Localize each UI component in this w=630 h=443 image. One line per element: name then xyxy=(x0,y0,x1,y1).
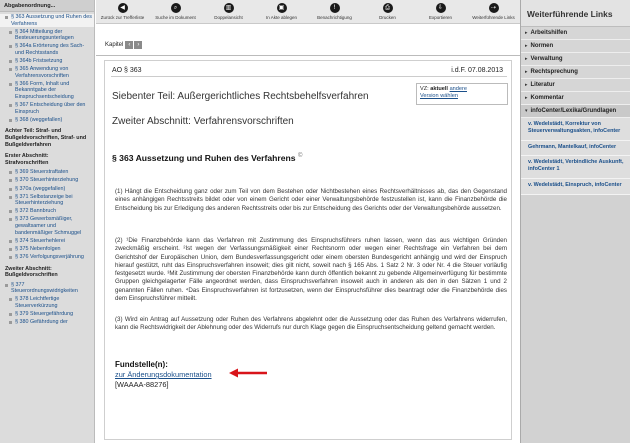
toolbar-button-label: Drucken xyxy=(379,15,396,20)
triangle-icon: ▸ xyxy=(525,56,528,62)
bullet-icon xyxy=(5,16,8,19)
paragraph-title-text: § 363 Aussetzung und Ruhen des Verfahrens xyxy=(112,153,296,163)
export-button[interactable] xyxy=(415,3,467,20)
bullet-icon xyxy=(9,313,12,316)
bullet-icon xyxy=(9,188,12,191)
nav-item[interactable] xyxy=(5,81,91,101)
bullet-icon xyxy=(9,68,12,71)
chapter-label: Kapitel xyxy=(105,42,124,48)
nav-item[interactable] xyxy=(5,208,91,215)
link-section-kommentar[interactable] xyxy=(521,92,630,105)
nav-item-label: § 378 Leichtfertige Steuerverkürzung xyxy=(15,296,60,309)
link-section-arbeitshilfen[interactable] xyxy=(521,27,630,40)
search-in-document-button[interactable] xyxy=(150,3,202,20)
bullet-icon xyxy=(9,31,12,34)
paragraph-3: (3) Wird ein Antrag auf Aussetzung oder Ruhen des Verfahrens abgelehnt oder die Aussetzung oder das Ruhen des Verfahrens widerrufen, kann die Rechtswidrigkeit der Ablehnung oder des Widerrufs nur durch Klage gegen die Einspruchsentscheidung geltend gemacht werden. xyxy=(115,316,507,332)
bullet-icon xyxy=(9,104,12,107)
nav-group-a xyxy=(5,14,91,123)
document-content xyxy=(96,25,520,443)
further-links-icon: ⇢ xyxy=(489,3,499,13)
nav-item-label: § 376 Verfolgungsverjährung xyxy=(15,253,84,260)
toolbar-button-label: Doppelansicht xyxy=(214,15,243,20)
notification-icon: ! xyxy=(330,3,340,13)
version-label: VZ: xyxy=(420,86,429,92)
infocenter-link[interactable]: v. Wedelstädt, Einspruch, infoCenter xyxy=(521,179,630,195)
bullet-icon xyxy=(9,45,12,48)
nav-item[interactable] xyxy=(5,29,91,42)
bullet-icon xyxy=(9,298,12,301)
toolbar-button-label: Suche im Dokument xyxy=(155,15,196,20)
version-current: aktuell xyxy=(430,86,448,92)
section-heading: Zweiter Abschnitt: Verfahrensvorschriften xyxy=(112,116,294,127)
paragraph-1: (1) Hängt die Entscheidung ganz oder zum Teil von dem Bestehen oder Nichtbestehen eines Rechtsverhältnisses ab, das den Gegenstand eines anhängigen Rechtsstreits bildet oder von einem Gericht oder einer Verwaltungsbehörde festzustellen ist, kann die Finanzbehörde die Entscheidung bis zur Erledigung des anderen Rechtsstreits oder bis zur Entscheidung des Gerichts oder der Verwaltungsbehörde aussetzen. xyxy=(115,188,507,212)
nav-item-label: § 377 Steuerordnungswidrigkeiten xyxy=(11,281,78,295)
link-section-normen[interactable] xyxy=(521,40,630,53)
bullet-icon xyxy=(9,196,12,199)
bullet-icon xyxy=(9,321,12,324)
toolbar-button-label: In Akte ablegen xyxy=(265,15,298,20)
toolbar-button-label: Benachrichtigung xyxy=(317,15,352,20)
chapter-next-button[interactable]: › xyxy=(134,41,142,49)
nav-item-label: § 375 Nebenfolgen xyxy=(15,245,61,252)
document-id: [WAAAA-88276] xyxy=(115,380,169,389)
triangle-icon: ▾ xyxy=(525,108,528,114)
bullet-icon xyxy=(9,119,12,122)
back-to-results-icon: ◀ xyxy=(118,3,128,13)
paragraph-title xyxy=(112,153,302,163)
link-section-label: Kommentar xyxy=(530,95,564,101)
nav-item[interactable] xyxy=(5,43,91,56)
split-view-icon: ▥ xyxy=(224,3,234,13)
nav-item[interactable] xyxy=(5,296,91,309)
nav-item-label: § 369 Steuerstraftaten xyxy=(15,169,69,176)
nav-item[interactable] xyxy=(5,254,91,261)
nav-item[interactable] xyxy=(5,186,91,193)
print-icon: ⎙ xyxy=(383,3,393,13)
red-arrow-icon xyxy=(229,368,269,378)
nav-item[interactable] xyxy=(5,311,91,318)
panel-title: Weiterführende Links xyxy=(521,0,630,27)
nav-item-label: § 364a Erörterung des Sach- und Rechtsstands xyxy=(15,43,85,56)
triangle-icon: ▸ xyxy=(525,69,528,75)
nav-item-label: § 374 Steuerhehlerei xyxy=(15,237,66,244)
nav-item-label: § 363 Aussetzung und Ruhen des Verfahrens xyxy=(11,14,92,27)
link-section-label: infoCenter/Lexika/Grundlagen xyxy=(530,108,617,114)
link-section-label: Arbeitshilfen xyxy=(530,30,568,36)
bullet-icon xyxy=(9,171,12,174)
link-section-infocenter[interactable] xyxy=(521,105,630,118)
left-navigation xyxy=(0,0,95,443)
print-button[interactable] xyxy=(362,3,414,20)
document-toolbar xyxy=(96,0,520,24)
toolbar-button-label: Weiterführende Links xyxy=(472,15,515,20)
save-to-file-icon: ▣ xyxy=(277,3,287,13)
notification-button[interactable] xyxy=(309,3,361,20)
nav-item[interactable] xyxy=(5,238,91,245)
nav-item-label: § 380 Gefährdung der xyxy=(15,319,68,326)
nav-item[interactable] xyxy=(5,102,91,115)
nav-subsection-bussgeld-title[interactable]: Zweiter Abschnitt: Bußgeldvorschriften xyxy=(5,265,58,279)
link-section-label: Literatur xyxy=(530,82,555,88)
nav-item-label: § 370a (weggefallen) xyxy=(15,185,66,192)
back-to-results-button[interactable] xyxy=(97,3,149,20)
link-section-label: Rechtsprechung xyxy=(530,69,578,75)
nav-item[interactable] xyxy=(5,117,91,124)
change-documentation-link[interactable]: zur Änderungsdokumentation xyxy=(115,370,212,379)
paragraph-2: (2) ¹Die Finanzbehörde kann das Verfahren mit Zustimmung des Einspruchsführers ruhen lassen, wenn das aus wichtigen Gründen zweckmäßig erscheint. ²Ist wegen der Verfassungsmäßigkeit einer Rechtsnorm oder wegen einer Rechtsfrage ein Verfahren bei dem Gerichtshof der Europäischen Union, dem Bundesverfassungsgericht oder einem obersten Bundesgericht anhängig und wird der Einspruch hierauf gestützt, ruht das Einspruchsverfahren insoweit; dies gilt nicht, soweit nach § 165 Abs. 1 Satz 2 Nr. 3 oder Nr. 4 die Steuer vorläufig festgesetzt wurde. ³Mit Zustimmung der obersten Finanzbehörde kann durch öffentlich bekannt zu gebende Allgemeinverfügung für bestimmte Gruppen gleichgelagerter Fälle angeordnet werden, dass Einspruchsverfahren insoweit auch in anderen als den in den Sätzen 1 und 2 genannten Fällen ruhen. ⁴Das Einspruchsverfahren ist fortzusetzen, wenn der Einspruchsführer dies beantragt oder die Finanzbehörde dies dem Einspruchsführer mitteilt. xyxy=(115,237,507,303)
nav-item-label: § 365 Anwendung von Verfahrensvorschriften xyxy=(15,66,69,79)
other-version-link[interactable]: andere xyxy=(449,86,467,92)
further-links-button[interactable] xyxy=(468,3,520,20)
nav-item-label: § 372 Bannbruch xyxy=(15,208,57,215)
triangle-icon: ▸ xyxy=(525,82,528,88)
bullet-icon xyxy=(9,218,12,221)
nav-item[interactable] xyxy=(5,319,91,326)
nav-item[interactable] xyxy=(5,246,91,253)
bullet-icon xyxy=(9,240,12,243)
chapter-prev-button[interactable]: ‹ xyxy=(125,41,133,49)
nav-item-label: § 364b Fristsetzung xyxy=(15,58,63,65)
toolbar-button-label: Exportieren xyxy=(428,15,452,20)
infocenter-link[interactable]: v. Wedelstädt, Korrektur von Steuerverwaltungsakten, infoCenter xyxy=(521,118,630,141)
link-section-literatur[interactable] xyxy=(521,79,630,92)
bullet-icon xyxy=(9,210,12,213)
export-icon: ⇩ xyxy=(436,3,446,13)
version-box xyxy=(416,83,508,105)
choose-version-link[interactable]: Version wählen xyxy=(420,93,458,100)
nav-item-label: § 371 Selbstanzeige bei Steuerhinterziehung xyxy=(15,193,73,207)
nav-item[interactable] xyxy=(5,216,91,236)
part-heading: Siebenter Teil: Außergerichtliches Rechtsbehelfsverfahren xyxy=(112,91,369,102)
further-links-panel xyxy=(520,0,630,443)
link-section-rechtsprechung[interactable] xyxy=(521,66,630,79)
infocenter-link[interactable]: v. Wedelstädt, Verbindliche Auskunft, infoCenter 1 xyxy=(521,156,630,179)
divider xyxy=(96,55,520,56)
norm-reference: AO § 363 xyxy=(112,67,142,74)
bullet-icon xyxy=(9,256,12,259)
nav-item-label: § 368 (weggefallen) xyxy=(15,116,63,123)
link-section-label: Verwaltung xyxy=(530,56,563,62)
nav-item-label: § 370 Steuerhinterziehung xyxy=(15,177,79,184)
nav-item[interactable] xyxy=(0,14,94,27)
triangle-icon: ▸ xyxy=(525,30,528,36)
nav-item-label: § 364 Mitteilung der Besteuerungsunterlagen xyxy=(15,28,74,42)
save-to-file-button[interactable] xyxy=(256,3,308,20)
nav-item[interactable] xyxy=(5,58,91,65)
nav-group-b xyxy=(5,169,91,260)
bullet-icon xyxy=(5,284,8,287)
link-section-verwaltung[interactable] xyxy=(521,53,630,66)
nav-item[interactable] xyxy=(5,177,91,184)
source-heading: Fundstelle(n): xyxy=(115,360,168,369)
nav-item[interactable] xyxy=(5,66,91,79)
nav-subsection-title[interactable]: Erster Abschnitt: Strafvorschriften xyxy=(5,153,49,166)
nav-item-label: § 366 Form, Inhalt und Bekanntgabe der Einspruchsentscheidung xyxy=(15,80,74,101)
bullet-icon xyxy=(9,60,12,63)
nav-item-label: § 379 Steuergefährdung xyxy=(15,311,74,318)
nav-item[interactable] xyxy=(5,169,91,176)
version-date: i.d.F. 07.08.2013 xyxy=(451,67,503,74)
nav-item-label: § 373 Gewerbsmäßiger, gewaltsamer und bandenmäßiger Schmuggel xyxy=(15,216,82,236)
triangle-icon: ▸ xyxy=(525,95,528,101)
nav-list xyxy=(0,12,94,326)
nav-item[interactable] xyxy=(5,282,91,295)
document-frame xyxy=(104,60,512,440)
nav-section-strafvorschriften-title[interactable]: Achter Teil: Straf- und Bußgeldvorschriften, Straf- und Bußgeldverfahren xyxy=(5,128,87,148)
link-section-label: Normen xyxy=(530,43,554,49)
nav-item[interactable] xyxy=(5,194,91,207)
divider xyxy=(111,76,507,77)
nav-header[interactable]: Abgabenordnung... xyxy=(0,0,94,12)
toolbar-button-label: Zurück zur Trefferliste xyxy=(100,15,145,20)
search-in-document-icon: ⌕ xyxy=(171,3,181,13)
chapter-navigation xyxy=(105,41,143,49)
copyright-mark: © xyxy=(297,153,303,160)
bullet-icon xyxy=(9,179,12,182)
nav-item-label: § 367 Entscheidung über den Einspruch xyxy=(15,102,86,115)
bullet-icon xyxy=(9,248,12,251)
link-sections xyxy=(521,27,630,118)
split-view-button[interactable] xyxy=(203,3,255,20)
nav-group-c xyxy=(5,282,91,326)
triangle-icon: ▸ xyxy=(525,43,528,49)
bullet-icon xyxy=(9,83,12,86)
infocenter-link[interactable]: Gehrmann, Mantelkauf, infoCenter xyxy=(521,141,630,157)
infocenter-links xyxy=(521,118,630,195)
